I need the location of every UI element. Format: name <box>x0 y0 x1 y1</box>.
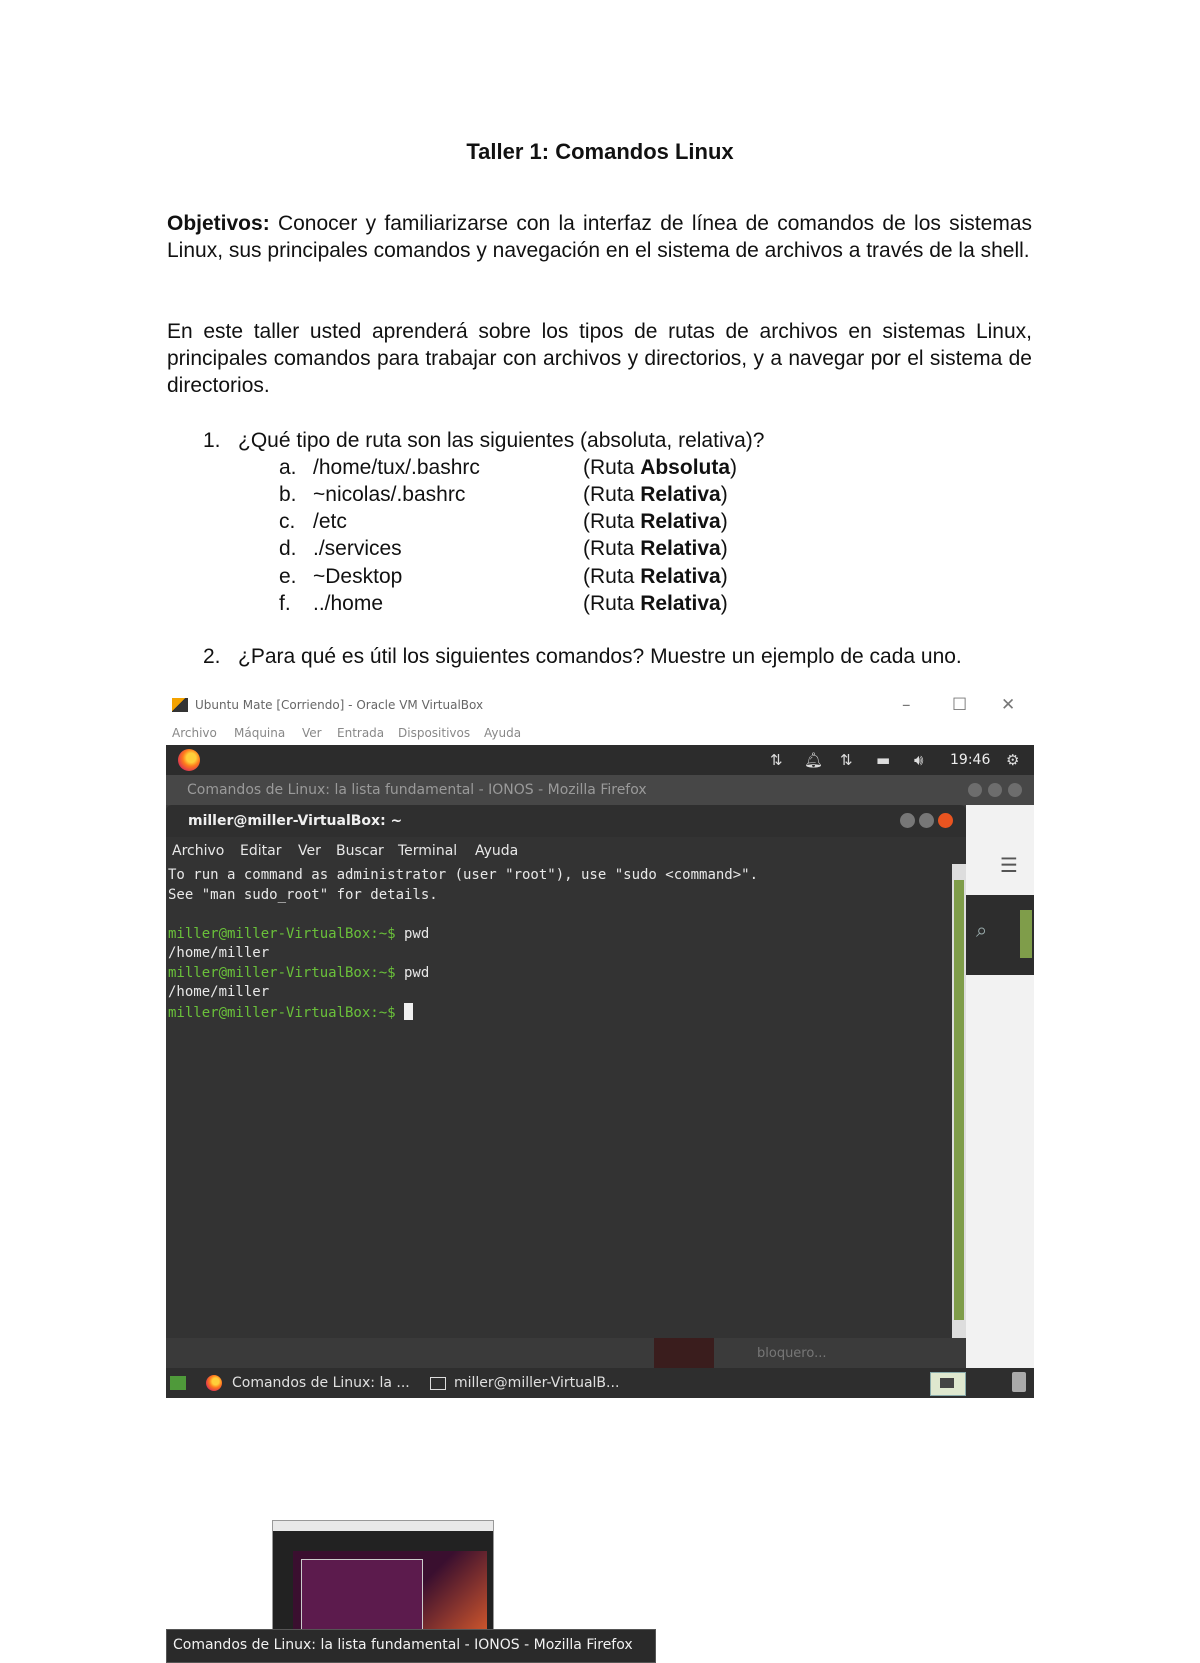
terminal-scrollbar-thumb[interactable] <box>954 880 964 1320</box>
page-title: Taller 1: Comandos Linux <box>466 139 734 164</box>
terminal-line: /home/miller <box>168 984 270 1000</box>
terminal-prompt: miller@miller-VirtualBox:~$ <box>168 926 396 942</box>
taskbar-terminal-label: miller@miller-VirtualB... <box>454 1375 620 1391</box>
virtualbox-titlebar <box>166 694 1034 718</box>
virtualbox-title: Ubuntu Mate [Corriendo] - Oracle VM VirtualBox <box>195 698 484 712</box>
path-letter: c. <box>279 510 296 533</box>
terminal-line <box>168 1003 413 1024</box>
maximize-icon[interactable]: ☐ <box>952 695 968 715</box>
firefox-page-strip <box>966 805 1034 1398</box>
firefox-title: Comandos de Linux: la lista fundamental - IONOS - Mozilla Firefox <box>187 782 647 798</box>
trash-icon[interactable] <box>1012 1372 1026 1392</box>
path-value: /home/tux/.bashrc <box>313 456 480 479</box>
answer-suffix: ) <box>720 483 728 506</box>
answer-kind: Absoluta <box>640 456 731 479</box>
vbox-menu-ayuda[interactable]: Ayuda <box>484 726 522 740</box>
answer-prefix: (Ruta <box>583 592 641 615</box>
terminal-titlebar <box>166 805 966 837</box>
path-value: ../home <box>313 592 384 615</box>
path-value: ~nicolas/.bashrc <box>313 483 466 506</box>
power-icon[interactable]: ⚙ <box>1006 751 1020 769</box>
path-letter: e. <box>279 565 297 588</box>
terminal-menu-ver[interactable]: Ver <box>298 843 321 859</box>
answer-suffix: ) <box>720 537 728 560</box>
show-desktop-icon[interactable] <box>170 1376 186 1390</box>
taskbar-firefox-label: Comandos de Linux: la ... <box>232 1375 410 1391</box>
answer-prefix: (Ruta <box>583 456 641 479</box>
objectives-paragraph <box>167 210 1032 264</box>
taskbar-tooltip <box>166 1629 656 1663</box>
path-answer <box>583 454 737 481</box>
path-answer <box>583 481 728 508</box>
path-letter: b. <box>279 483 297 506</box>
answer-suffix: ) <box>720 565 728 588</box>
taskbar-terminal[interactable] <box>426 1370 646 1396</box>
vbox-menu-archivo[interactable]: Archivo <box>172 726 217 740</box>
terminal-menu-ayuda[interactable]: Ayuda <box>475 843 519 859</box>
firefox-titlebar <box>166 775 1034 805</box>
terminal-scrollbar[interactable] <box>952 864 966 1338</box>
path-letter: a. <box>279 456 297 479</box>
path-letter: f. <box>279 592 291 615</box>
path-answer <box>583 535 728 562</box>
hamburger-menu-icon[interactable]: ☰ <box>1000 853 1018 877</box>
answer-prefix: (Ruta <box>583 537 641 560</box>
firefox-maximize-icon[interactable] <box>988 783 1002 797</box>
terminal-line: To run a command as administrator (user "root"), use "sudo <command>". <box>168 867 759 883</box>
answer-kind: Relativa <box>640 592 721 615</box>
answer-suffix: ) <box>730 456 738 479</box>
network-icon[interactable]: ⇅ <box>840 751 853 769</box>
terminal-maximize-icon[interactable] <box>919 813 934 828</box>
answer-kind: Relativa <box>640 537 721 560</box>
page-scrollbar[interactable] <box>1020 910 1032 958</box>
workspace-switcher[interactable] <box>930 1372 966 1396</box>
terminal-menu-archivo[interactable]: Archivo <box>172 843 225 859</box>
terminal-task-icon <box>430 1377 446 1390</box>
search-icon[interactable]: ⌕ <box>976 918 988 942</box>
answer-prefix: (Ruta <box>583 510 641 533</box>
answer-prefix: (Ruta <box>583 565 641 588</box>
volume-icon[interactable]: 🔊︎ <box>914 751 924 769</box>
terminal-menu-editar[interactable]: Editar <box>240 843 282 859</box>
question-1-text: ¿Qué tipo de ruta son las siguientes (absoluta, relativa)? <box>238 429 765 452</box>
firefox-icon[interactable] <box>178 749 200 771</box>
background-page-strip <box>654 1338 966 1368</box>
terminal-line <box>168 925 429 945</box>
question-1-number: 1. <box>203 429 221 452</box>
terminal-menu-terminal[interactable]: Terminal <box>398 843 458 859</box>
path-answer <box>583 508 728 535</box>
question-2-number: 2. <box>203 645 221 668</box>
answer-suffix: ) <box>720 510 728 533</box>
terminal-command: pwd <box>395 926 430 942</box>
terminal-cursor <box>404 1003 413 1020</box>
answer-kind: Relativa <box>640 510 721 533</box>
virtualbox-logo-icon <box>172 698 188 712</box>
transfer-icon[interactable]: ⇅ <box>770 751 783 769</box>
path-value: ./services <box>313 537 402 560</box>
vbox-menu-dispositivos[interactable]: Dispositivos <box>398 726 471 740</box>
terminal-line: /home/miller <box>168 945 270 961</box>
vbox-menu-ver[interactable]: Ver <box>302 726 322 740</box>
clock[interactable]: 19:46 <box>950 752 991 768</box>
firefox-close-icon[interactable] <box>1008 783 1022 797</box>
answer-prefix: (Ruta <box>583 483 641 506</box>
firefox-minimize-icon[interactable] <box>968 783 982 797</box>
background-block <box>654 1338 714 1368</box>
background-text: bloquero... <box>757 1346 827 1361</box>
minimize-icon[interactable]: – <box>902 695 911 715</box>
mate-bottom-panel <box>166 1368 1034 1398</box>
terminal-line <box>168 964 429 984</box>
vbox-menu-maquina[interactable]: Máquina <box>234 726 286 740</box>
terminal-command: pwd <box>395 965 430 981</box>
battery-icon[interactable]: ▬ <box>876 751 891 769</box>
virtualbox-menubar <box>166 718 1034 745</box>
close-icon[interactable]: ✕ <box>1001 695 1016 715</box>
bell-icon[interactable]: 🔔︎ <box>804 751 824 769</box>
answer-kind: Relativa <box>640 565 721 588</box>
taskbar-firefox[interactable] <box>202 1370 420 1396</box>
terminal-line: See "man sudo_root" for details. <box>168 887 438 903</box>
vbox-menu-entrada[interactable]: Entrada <box>337 726 385 740</box>
firefox-task-icon <box>206 1375 222 1391</box>
objectives-label: Objetivos: <box>167 212 270 235</box>
terminal-prompt: miller@miller-VirtualBox:~$ <box>168 965 396 981</box>
terminal-prompt: miller@miller-VirtualBox:~$ <box>168 1005 396 1021</box>
preview-titlebar <box>273 1521 493 1531</box>
workspace-icon <box>940 1378 954 1388</box>
terminal-output[interactable] <box>166 864 952 1338</box>
path-value: ~Desktop <box>313 565 403 588</box>
path-answer <box>583 563 728 590</box>
intro-paragraph: En este taller usted aprenderá sobre los tipos de rutas de archivos en sistemas Linux, principales comandos para trabajar con archivos y directorios, y a navegar por el sistema de directorios. <box>167 320 1032 397</box>
path-answer <box>583 590 728 617</box>
terminal-menubar <box>166 837 966 864</box>
answer-suffix: ) <box>720 592 728 615</box>
answer-kind: Relativa <box>640 483 721 506</box>
path-value: /etc <box>313 510 347 533</box>
objectives-text: Conocer y familiarizarse con la interfaz de línea de comandos de los sistemas Linux, sus principales comandos y navegación en el sistema de archivos a través de la shell. <box>167 212 1032 262</box>
path-letter: d. <box>279 537 297 560</box>
terminal-minimize-icon[interactable] <box>900 813 915 828</box>
terminal-menu-buscar[interactable]: Buscar <box>336 843 384 859</box>
tooltip-text: Comandos de Linux: la lista fundamental - IONOS - Mozilla Firefox <box>173 1637 633 1653</box>
terminal-title: miller@miller-VirtualBox: ~ <box>188 813 403 829</box>
question-2-text: ¿Para qué es útil los siguientes comandos? Muestre un ejemplo de cada uno. <box>238 645 962 668</box>
terminal-close-icon[interactable] <box>938 813 953 828</box>
vm-screenshot <box>166 694 1034 1653</box>
mate-top-panel <box>166 745 1034 775</box>
